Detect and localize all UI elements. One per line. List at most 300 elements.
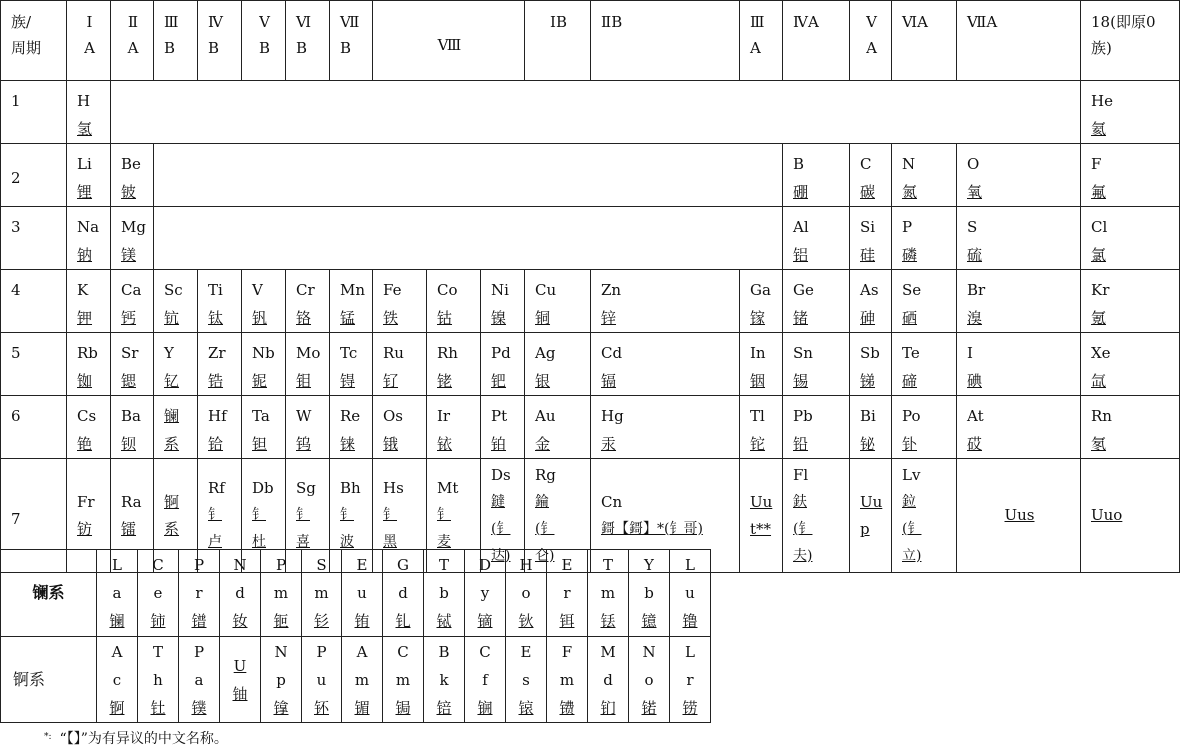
element-symbol: Y b bbox=[644, 556, 654, 602]
element-symbol: Os bbox=[383, 407, 403, 425]
element-cell bbox=[198, 396, 242, 459]
element-name: 硒 bbox=[902, 309, 918, 327]
element-symbol: Zr bbox=[208, 344, 226, 362]
element-name: Uu p bbox=[860, 492, 883, 538]
element-symbol: Db bbox=[252, 479, 274, 497]
series-cell bbox=[138, 637, 179, 723]
element-cell bbox=[330, 333, 373, 396]
series-cell bbox=[261, 637, 302, 723]
element-symbol: A c bbox=[111, 642, 123, 689]
element-symbol: Ru bbox=[383, 344, 404, 362]
element-cell bbox=[892, 270, 957, 333]
element-name: 镤 bbox=[191, 698, 207, 717]
element-cell bbox=[373, 270, 427, 332]
element-name: 镎 bbox=[273, 698, 289, 717]
group-label: Ⅱ A bbox=[127, 13, 139, 57]
element-symbol: Mn bbox=[340, 281, 366, 299]
element-cell bbox=[111, 270, 154, 333]
element-symbol: A m bbox=[354, 642, 370, 689]
group-label: ⅣA bbox=[793, 13, 819, 31]
element-name: 氦 bbox=[1091, 120, 1107, 138]
element-symbol: At bbox=[967, 407, 984, 425]
series-cell bbox=[670, 550, 711, 637]
element-name: 鉝 (钅 立) bbox=[902, 493, 922, 564]
element-symbol: L a bbox=[112, 556, 122, 602]
element-cell bbox=[67, 81, 111, 144]
period-label: 6 bbox=[1, 396, 67, 459]
group-header bbox=[111, 1, 154, 81]
series-cell bbox=[424, 550, 465, 637]
element-name: 钌 bbox=[383, 372, 399, 390]
series-cell bbox=[670, 637, 711, 723]
element-cell bbox=[892, 144, 957, 207]
element-symbol: Pd bbox=[491, 344, 511, 362]
element-cell bbox=[286, 396, 330, 459]
element-cell bbox=[154, 270, 198, 333]
element-symbol: Xe bbox=[1091, 344, 1111, 362]
element-name: 铥 bbox=[600, 612, 616, 630]
element-symbol: Br bbox=[967, 281, 986, 299]
element-name: 钐 bbox=[313, 612, 329, 630]
element-name: 钕 bbox=[232, 612, 248, 630]
element-name: 钇 bbox=[164, 372, 180, 390]
element-symbol: Rh bbox=[437, 344, 458, 362]
series-cell bbox=[383, 637, 424, 723]
footnote bbox=[44, 729, 228, 751]
element-cell bbox=[957, 144, 1081, 207]
lanthanide-label: 镧系 bbox=[1, 550, 97, 637]
element-name: 钅 卢 bbox=[208, 507, 222, 550]
group-header bbox=[1081, 1, 1180, 81]
element-symbol: S m bbox=[314, 556, 329, 602]
element-name: 锫 bbox=[436, 698, 452, 717]
element-symbol: Ra bbox=[121, 492, 142, 511]
element-symbol: K bbox=[77, 281, 89, 299]
element-name: 钷 bbox=[273, 612, 289, 630]
element-symbol: Ga bbox=[750, 281, 771, 299]
f-block-table bbox=[0, 549, 711, 723]
element-symbol: Ni bbox=[491, 281, 509, 299]
element-name: 砷 bbox=[860, 309, 876, 327]
element-cell bbox=[67, 207, 111, 270]
element-symbol: Lv bbox=[902, 465, 921, 484]
element-symbol: Pt bbox=[491, 407, 508, 425]
element-name: 锗 bbox=[793, 309, 809, 327]
element-cell bbox=[242, 396, 286, 459]
element-name: 铍 bbox=[121, 183, 137, 201]
element-name: 钒 bbox=[252, 309, 268, 327]
element-symbol: T m bbox=[600, 556, 616, 602]
element-symbol: Au bbox=[535, 407, 556, 425]
element-name: 钅 麦 bbox=[437, 507, 451, 550]
element-name: 钴 bbox=[437, 309, 453, 327]
element-name: 磷 bbox=[902, 246, 918, 264]
element-cell bbox=[427, 396, 481, 458]
element-symbol: Re bbox=[340, 407, 361, 425]
corner-header bbox=[1, 1, 67, 81]
element-name: 铹 bbox=[682, 698, 698, 717]
element-symbol: E s bbox=[520, 642, 532, 689]
period-label: 5 bbox=[1, 333, 67, 396]
element-name: 钪 bbox=[164, 309, 180, 327]
group-label: Ⅴ A bbox=[866, 13, 877, 57]
element-name: 镅 bbox=[354, 698, 370, 717]
series-cell bbox=[506, 637, 547, 723]
element-symbol: Te bbox=[902, 344, 920, 362]
element-name: Uus bbox=[1004, 506, 1035, 524]
element-symbol: C e bbox=[152, 556, 164, 602]
element-name: 鎶【鎶】*(钅哥) bbox=[601, 520, 703, 537]
group-8-block bbox=[373, 270, 525, 333]
element-cell bbox=[67, 270, 111, 333]
series-cell bbox=[220, 637, 261, 723]
group-header bbox=[286, 1, 330, 81]
series-cell bbox=[97, 637, 138, 723]
element-cell bbox=[850, 459, 892, 573]
element-name: 砹 bbox=[967, 435, 983, 453]
element-symbol: Cd bbox=[601, 344, 623, 362]
element-name: 锔 bbox=[395, 698, 411, 717]
element-symbol: Rb bbox=[77, 344, 98, 362]
element-cell bbox=[525, 396, 591, 459]
period-5-row bbox=[1, 333, 1180, 396]
element-cell bbox=[111, 333, 154, 396]
element-cell bbox=[242, 270, 286, 333]
element-name: 锇 bbox=[383, 435, 399, 453]
element-cell bbox=[892, 207, 957, 270]
element-name: 钆 bbox=[395, 612, 411, 630]
element-name: 镭 bbox=[121, 519, 137, 538]
element-name: 镁 bbox=[121, 246, 137, 264]
element-cell bbox=[1081, 396, 1180, 459]
group-label: ⅡB bbox=[601, 13, 623, 31]
element-symbol: Ti bbox=[208, 281, 223, 299]
element-cell bbox=[1081, 333, 1180, 396]
element-name: 钽 bbox=[252, 435, 268, 453]
series-cell bbox=[465, 637, 506, 723]
element-symbol: N o bbox=[642, 642, 656, 689]
element-name: 錀 (钅 仑) bbox=[535, 493, 555, 564]
element-symbol: Li bbox=[77, 155, 92, 173]
element-symbol: Sn bbox=[793, 344, 813, 362]
element-symbol: C m bbox=[395, 642, 411, 689]
element-symbol: B bbox=[793, 155, 805, 173]
element-symbol: L u bbox=[685, 556, 695, 602]
element-name: 铁 bbox=[383, 309, 399, 327]
element-cell bbox=[373, 396, 427, 458]
element-name: 氮 bbox=[902, 183, 918, 201]
element-symbol: Na bbox=[77, 218, 100, 236]
element-cell bbox=[740, 396, 783, 459]
series-cell bbox=[97, 550, 138, 637]
element-name: 铊 bbox=[750, 435, 766, 453]
series-cell bbox=[179, 550, 220, 637]
element-symbol: P m bbox=[273, 556, 289, 602]
element-cell bbox=[740, 270, 783, 333]
element-name: 铑 bbox=[437, 372, 453, 390]
element-cell bbox=[783, 459, 850, 573]
element-name: 钅 黑 bbox=[383, 507, 397, 550]
element-symbol: I bbox=[967, 344, 973, 362]
element-cell bbox=[740, 459, 783, 573]
element-symbol: Se bbox=[902, 281, 922, 299]
series-cell bbox=[220, 550, 261, 637]
element-symbol: Mo bbox=[296, 344, 321, 362]
element-symbol: Hg bbox=[601, 407, 624, 425]
element-symbol: N d bbox=[233, 556, 247, 602]
element-cell bbox=[481, 396, 507, 458]
footnote-mark: *: bbox=[44, 732, 52, 742]
element-name: 锡 bbox=[793, 372, 809, 390]
element-cell bbox=[427, 270, 481, 332]
element-symbol: Hs bbox=[383, 479, 404, 497]
period-4-row bbox=[1, 270, 1180, 333]
element-symbol: F bbox=[1091, 155, 1102, 173]
element-name: 镧 系 bbox=[164, 407, 180, 453]
group-label: 18(即原0族) bbox=[1091, 13, 1156, 57]
element-name: 镥 bbox=[682, 612, 698, 630]
element-symbol: Al bbox=[793, 218, 809, 236]
element-name: 铷 bbox=[77, 372, 93, 390]
element-name: 锂 bbox=[77, 183, 93, 201]
series-cell bbox=[342, 550, 383, 637]
element-name: 溴 bbox=[967, 309, 983, 327]
group-header bbox=[525, 1, 591, 81]
element-cell bbox=[783, 270, 850, 333]
element-cell bbox=[481, 270, 509, 332]
empty-block bbox=[154, 207, 783, 270]
group-header bbox=[154, 1, 198, 81]
group-label: Ⅵ B bbox=[296, 13, 312, 57]
element-name: 锝 bbox=[340, 372, 356, 390]
element-symbol: Bh bbox=[340, 479, 361, 497]
element-name: 锘 bbox=[641, 698, 657, 717]
element-symbol: Bi bbox=[860, 407, 876, 425]
element-cell bbox=[1081, 459, 1180, 573]
element-name: 锿 bbox=[518, 698, 534, 717]
element-name: 氯 bbox=[1091, 246, 1107, 264]
element-cell bbox=[850, 207, 892, 270]
period-label: 7 bbox=[1, 459, 67, 573]
element-cell bbox=[783, 333, 850, 396]
element-name: 钨 bbox=[296, 435, 312, 453]
element-symbol: Ds bbox=[491, 465, 511, 484]
element-name: 钅 喜 bbox=[296, 507, 310, 550]
group-header bbox=[783, 1, 850, 81]
element-cell bbox=[67, 144, 111, 207]
element-name: 铂 bbox=[491, 435, 507, 453]
series-cell bbox=[506, 550, 547, 637]
element-name: 钍 bbox=[150, 698, 166, 717]
element-name: 镄 bbox=[559, 698, 575, 717]
element-symbol: Fe bbox=[383, 281, 402, 299]
series-cell bbox=[342, 637, 383, 723]
element-symbol: Tc bbox=[340, 344, 358, 362]
element-name: 鈇 (钅 夫) bbox=[793, 493, 813, 564]
element-name: 钠 bbox=[77, 246, 93, 264]
element-symbol: He bbox=[1091, 92, 1113, 110]
element-name: 铒 bbox=[559, 612, 575, 630]
element-name: 碳 bbox=[860, 183, 876, 201]
element-name: 硼 bbox=[793, 183, 809, 201]
element-name: 锑 bbox=[860, 372, 876, 390]
element-name: 铱 bbox=[437, 435, 453, 453]
element-symbol: M d bbox=[600, 642, 616, 689]
element-cell bbox=[1081, 207, 1180, 270]
element-name: 锌 bbox=[601, 309, 617, 327]
group-header bbox=[198, 1, 242, 81]
element-name: 氪 bbox=[1091, 309, 1107, 327]
element-name: 氧 bbox=[967, 183, 983, 201]
element-name: Uu t** bbox=[750, 492, 773, 538]
element-name: 镝 bbox=[477, 612, 493, 630]
element-cell bbox=[783, 144, 850, 207]
group-header bbox=[373, 1, 525, 81]
element-name: 锕 bbox=[109, 698, 125, 717]
element-cell bbox=[783, 396, 850, 459]
element-name: 镓 bbox=[750, 309, 766, 327]
element-symbol: Zn bbox=[601, 281, 622, 299]
element-symbol: Cn bbox=[601, 492, 623, 511]
element-cell bbox=[1081, 81, 1180, 144]
element-symbol: H bbox=[77, 92, 91, 110]
group-label: Ⅳ B bbox=[208, 13, 223, 57]
element-name: 银 bbox=[535, 372, 551, 390]
element-name: 铬 bbox=[296, 309, 312, 327]
element-symbol: P r bbox=[193, 556, 205, 602]
element-symbol: S bbox=[967, 218, 978, 236]
element-symbol: Sr bbox=[121, 344, 139, 362]
element-symbol: Hf bbox=[208, 407, 227, 425]
element-name: 铝 bbox=[793, 246, 809, 264]
element-symbol: T b bbox=[438, 556, 449, 602]
element-symbol: P a bbox=[193, 642, 205, 689]
series-cell bbox=[629, 637, 670, 723]
element-name: 氢 bbox=[77, 120, 93, 138]
element-cell bbox=[783, 207, 850, 270]
element-symbol: F m bbox=[559, 642, 575, 689]
group-label: Ⅷ bbox=[437, 35, 462, 54]
element-cell bbox=[242, 333, 286, 396]
group-header bbox=[892, 1, 957, 81]
element-name: 镧 bbox=[109, 612, 125, 630]
element-name: Uuo bbox=[1091, 506, 1123, 524]
element-symbol: N bbox=[902, 155, 916, 173]
element-symbol: Ca bbox=[121, 281, 142, 299]
element-name: 铅 bbox=[793, 435, 809, 453]
element-symbol: Ag bbox=[535, 344, 556, 362]
series-cell bbox=[547, 637, 588, 723]
element-name: 钼 bbox=[296, 372, 312, 390]
element-cell bbox=[892, 396, 957, 459]
element-symbol: Fl bbox=[793, 465, 809, 484]
element-symbol: Mg bbox=[121, 218, 146, 236]
element-symbol: Ir bbox=[437, 407, 451, 425]
element-name: 镨 bbox=[191, 612, 207, 630]
element-cell bbox=[591, 396, 740, 459]
group-label: Ⅲ A bbox=[750, 13, 765, 57]
element-cell bbox=[373, 333, 427, 395]
element-name: 镱 bbox=[641, 612, 657, 630]
lanthanide-row bbox=[1, 550, 711, 637]
series-cell bbox=[302, 637, 342, 723]
element-symbol: Rg bbox=[535, 465, 556, 484]
element-name: 铋 bbox=[860, 435, 876, 453]
element-symbol: G d bbox=[397, 556, 409, 602]
series-cell bbox=[629, 550, 670, 637]
group-header bbox=[67, 1, 111, 81]
group-label: Ⅴ B bbox=[258, 13, 271, 57]
element-cell bbox=[850, 270, 892, 333]
element-symbol: Po bbox=[902, 407, 921, 425]
element-symbol: H o bbox=[519, 556, 533, 602]
group-label: ⅦA bbox=[967, 13, 998, 31]
lanthanide-ref-cell bbox=[154, 396, 198, 459]
element-name: 铯 bbox=[77, 435, 93, 453]
element-cell bbox=[481, 333, 511, 395]
element-cell bbox=[957, 459, 1081, 573]
element-name: 镍 bbox=[491, 309, 507, 327]
element-cell bbox=[525, 333, 591, 396]
element-name: 铼 bbox=[340, 435, 356, 453]
element-name: 钛 bbox=[208, 309, 224, 327]
element-symbol: C f bbox=[479, 642, 491, 689]
group-header bbox=[850, 1, 892, 81]
group-header bbox=[740, 1, 783, 81]
element-name: 铟 bbox=[750, 372, 766, 390]
element-symbol: Ge bbox=[793, 281, 814, 299]
element-name: 汞 bbox=[601, 435, 617, 453]
element-name: 锶 bbox=[121, 372, 137, 390]
element-symbol: L r bbox=[685, 642, 695, 689]
element-symbol: E r bbox=[561, 556, 573, 602]
element-cell bbox=[892, 459, 957, 573]
element-cell bbox=[286, 333, 330, 396]
element-name: 钡 bbox=[121, 435, 137, 453]
period-label: 3 bbox=[1, 207, 67, 270]
element-symbol: E u bbox=[356, 556, 368, 602]
element-symbol: Sg bbox=[296, 479, 316, 497]
element-cell bbox=[286, 270, 330, 333]
group-header bbox=[957, 1, 1081, 81]
element-cell bbox=[154, 333, 198, 396]
element-cell bbox=[591, 270, 740, 333]
element-name: 铽 bbox=[436, 612, 452, 630]
element-symbol: Mt bbox=[437, 479, 459, 497]
element-symbol: Kr bbox=[1091, 281, 1110, 299]
element-name: 钅 杜 bbox=[252, 507, 266, 550]
corner-label: 族/ 周期 bbox=[11, 13, 42, 57]
group-label: Ⅶ B bbox=[340, 13, 360, 57]
series-cell bbox=[465, 550, 506, 637]
series-cell bbox=[383, 550, 424, 637]
period-label: 2 bbox=[1, 144, 67, 207]
group-label: Ⅰ A bbox=[84, 13, 95, 57]
element-cell bbox=[740, 333, 783, 396]
element-name: 氡 bbox=[1091, 435, 1107, 453]
element-symbol: As bbox=[860, 281, 879, 299]
element-cell bbox=[1081, 270, 1180, 333]
element-name: 硫 bbox=[967, 246, 983, 264]
element-symbol: Fr bbox=[77, 492, 95, 511]
element-cell bbox=[850, 333, 892, 396]
actinide-row bbox=[1, 637, 711, 723]
element-cell bbox=[330, 396, 373, 459]
group-label: ⅠB bbox=[550, 13, 567, 31]
element-symbol: Rf bbox=[208, 479, 225, 497]
element-cell bbox=[111, 144, 154, 207]
element-name: 钅 波 bbox=[340, 507, 354, 550]
